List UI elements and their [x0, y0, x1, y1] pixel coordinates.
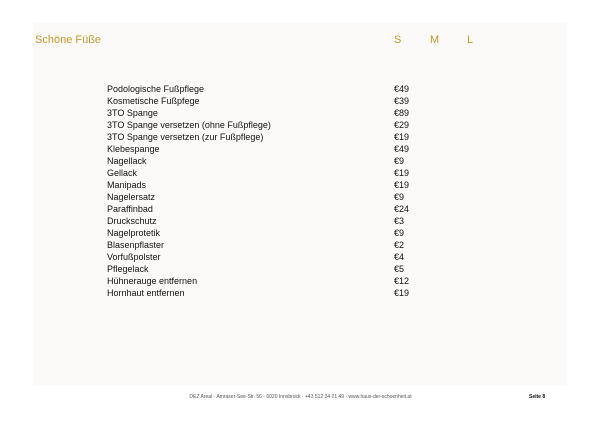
- service-price: €2: [394, 240, 405, 250]
- price-list-item: [107, 179, 427, 191]
- service-name: Nagelprotetik: [107, 228, 161, 238]
- service-price: €9: [394, 192, 405, 202]
- service-name: Paraffinbad: [107, 204, 153, 214]
- service-price: €19: [394, 132, 410, 142]
- service-name: Podologische Fußpflege: [107, 84, 205, 94]
- service-name: Hühnerauge entfernen: [107, 276, 198, 286]
- price-list-item: [107, 107, 427, 119]
- service-name: 3TO Spange versetzen (ohne Fußpflege): [107, 120, 271, 130]
- service-price: €89: [394, 108, 410, 118]
- service-price: €19: [394, 180, 410, 190]
- service-price: €49: [394, 144, 410, 154]
- service-name: Manipads: [107, 180, 147, 190]
- service-price: €19: [394, 288, 410, 298]
- size-column-m: M: [430, 34, 440, 46]
- price-list-item: [107, 287, 427, 299]
- service-name: Gellack: [107, 168, 138, 178]
- price-list-item: [107, 167, 427, 179]
- service-price: €12: [394, 276, 410, 286]
- service-price: €5: [394, 264, 405, 274]
- service-price: €9: [394, 228, 405, 238]
- service-price: €3: [394, 216, 405, 226]
- size-column-s: S: [394, 34, 402, 46]
- size-column-l: L: [467, 34, 474, 46]
- service-price: €39: [394, 96, 410, 106]
- price-list-item: [107, 215, 427, 227]
- service-name: Klebespange: [107, 144, 160, 154]
- price-list-item: [107, 143, 427, 155]
- service-name: Druckschutz: [107, 216, 157, 226]
- service-price: €9: [394, 156, 405, 166]
- service-name: Nagellack: [107, 156, 147, 166]
- service-name: Kosmetische Fußpfege: [107, 96, 200, 106]
- service-name: Vorfußpolster: [107, 252, 161, 262]
- footer-address: DEZ Areal · Amraser-See-Str. 56 · 6020 Innsbruck · +43 512 34 21 49 · www.haus-der-schoenheit.at: [189, 394, 412, 400]
- price-list-item: [107, 191, 427, 203]
- price-list-item: [107, 239, 427, 251]
- price-list-item: [107, 251, 427, 263]
- price-list-item: [107, 155, 427, 167]
- document-page: [33, 23, 567, 385]
- service-price: €24: [394, 204, 410, 214]
- service-price: €49: [394, 84, 410, 94]
- page-number: Seite 8: [529, 394, 546, 400]
- price-list-item: [107, 275, 427, 287]
- price-list-item: [107, 119, 427, 131]
- service-name: 3TO Spange versetzen (zur Fußpflege): [107, 132, 264, 142]
- price-list-item: [107, 95, 427, 107]
- price-list-item: [107, 203, 427, 215]
- page-title: Schöne Füße: [35, 34, 102, 46]
- service-name: Blasenpflaster: [107, 240, 165, 250]
- service-name: 3TO Spange: [107, 108, 158, 118]
- price-list-item: [107, 227, 427, 239]
- price-list-item: [107, 83, 427, 95]
- service-name: Hornhaut entfernen: [107, 288, 185, 298]
- price-list: [107, 83, 427, 299]
- service-name: Nagelersatz: [107, 192, 156, 202]
- service-price: €4: [394, 252, 405, 262]
- service-price: €19: [394, 168, 410, 178]
- price-list-item: [107, 131, 427, 143]
- service-price: €29: [394, 120, 410, 130]
- price-list-item: [107, 263, 427, 275]
- service-name: Pflegelack: [107, 264, 149, 274]
